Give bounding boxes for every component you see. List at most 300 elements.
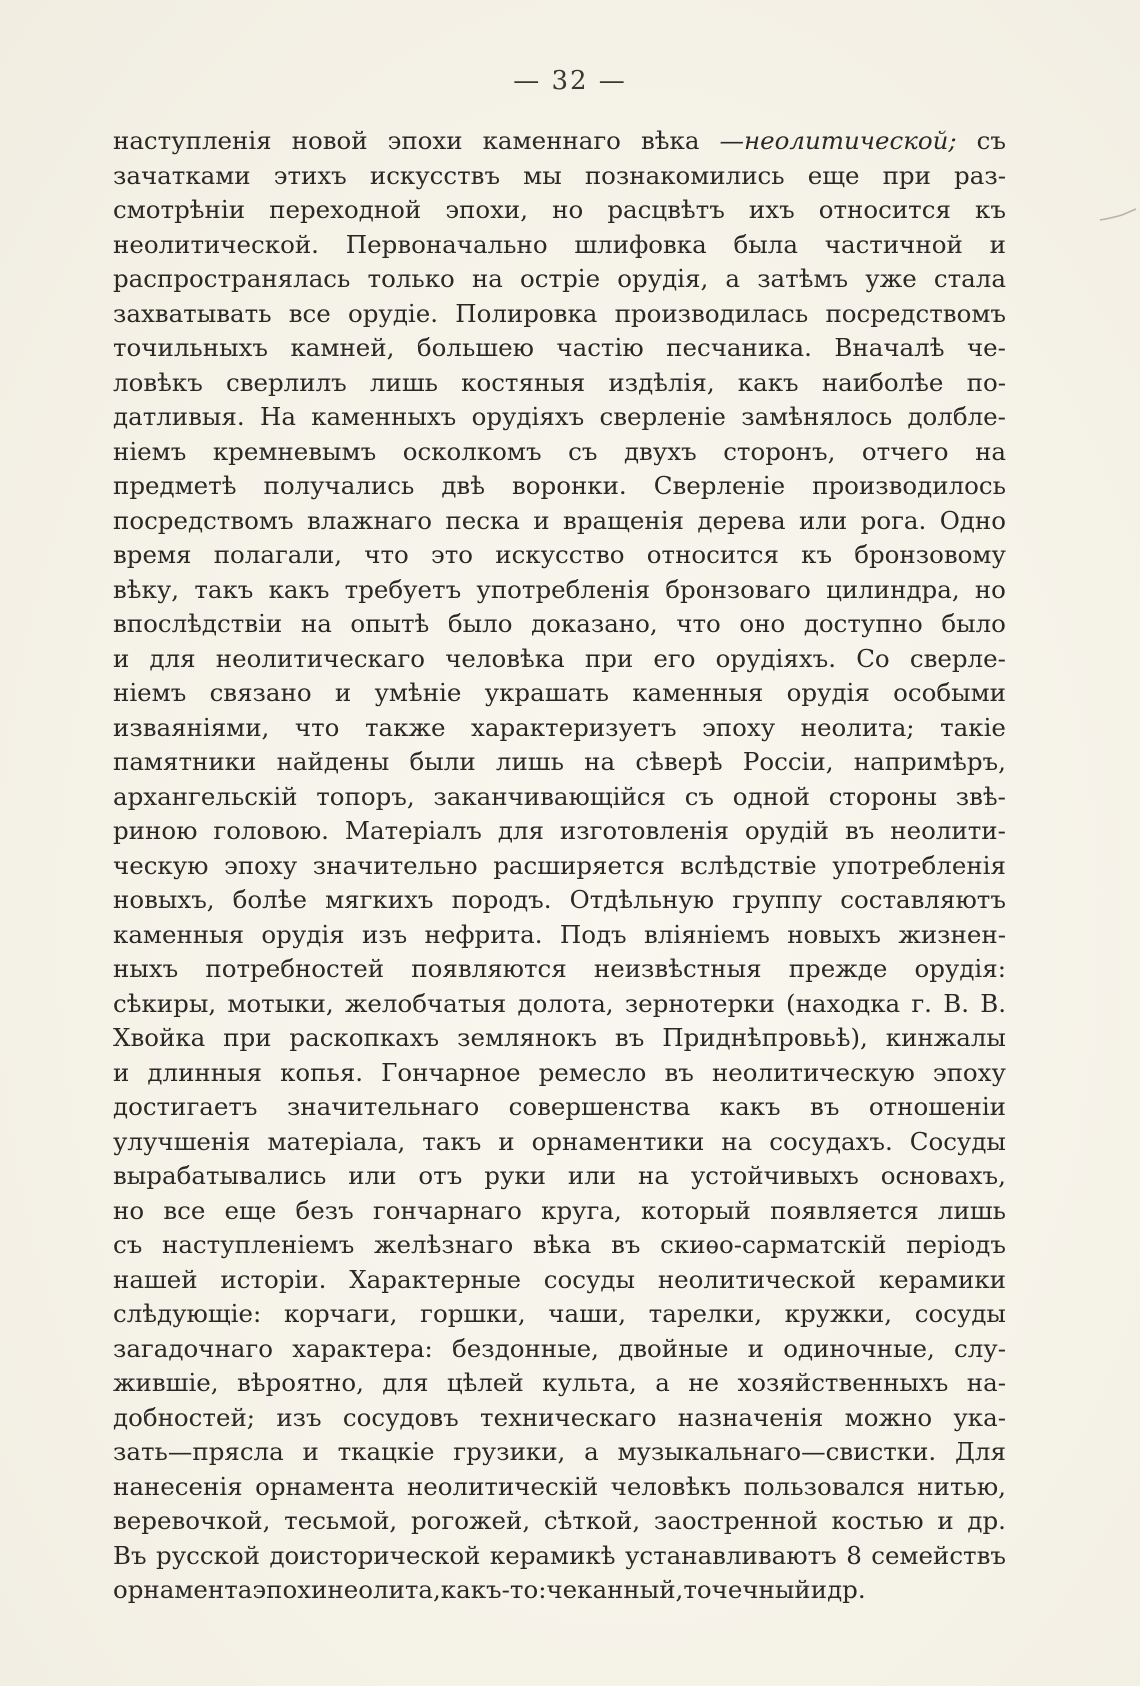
word: все — [288, 298, 331, 328]
word: замѣнялось — [741, 402, 893, 431]
word: съ — [684, 781, 715, 811]
word: сверле- — [909, 643, 1006, 673]
word: сосуды — [543, 1264, 635, 1294]
word: орудіяхъ. — [715, 643, 837, 673]
word: загадочнаго — [113, 1333, 273, 1363]
word: Одно — [939, 505, 1006, 535]
word: расширяется — [493, 850, 665, 880]
text-line — [113, 331, 1006, 366]
word: нефрита. — [424, 919, 543, 949]
word: жившіе, — [113, 1368, 219, 1397]
word: было — [941, 609, 1006, 638]
word: рогожей, — [410, 1506, 531, 1535]
word: который — [641, 1195, 751, 1225]
text-line — [113, 469, 1006, 504]
word: на — [975, 436, 1006, 466]
word: заканчивающійся — [433, 781, 666, 811]
word: раскопкахъ — [289, 1023, 440, 1052]
word: наступленія — [113, 126, 272, 155]
word: получались — [263, 471, 415, 500]
word: относится — [646, 540, 779, 569]
word: копья. — [280, 1057, 364, 1087]
word: не — [688, 1368, 720, 1397]
word: г. — [911, 988, 932, 1018]
word: осколкомъ — [402, 436, 542, 466]
word: др. — [827, 1575, 866, 1604]
word: песка — [445, 505, 520, 535]
word: частію — [556, 333, 644, 362]
word: и — [989, 229, 1006, 259]
word: орудіе. — [347, 298, 439, 328]
word: лишь — [369, 367, 438, 397]
word: орудій — [744, 816, 829, 845]
text-line — [113, 1297, 1006, 1332]
word: орнамента — [113, 1575, 253, 1604]
word: техническаго — [480, 1402, 657, 1432]
word: долбле- — [907, 402, 1006, 431]
word: керамики — [878, 1264, 1006, 1294]
word: употребленія — [832, 850, 1006, 880]
text-line — [113, 538, 1006, 573]
word: изготовленія — [559, 816, 729, 845]
word: улучшенія — [113, 1126, 251, 1156]
word: вращенія — [563, 505, 685, 535]
text-line — [113, 1332, 1006, 1367]
text-line — [113, 918, 1006, 953]
word: заостренной — [653, 1506, 818, 1535]
word: доказано, — [531, 609, 658, 638]
word: и — [810, 1575, 828, 1604]
word: при — [584, 643, 634, 673]
word: бездонные, — [452, 1333, 599, 1363]
word: къ — [801, 540, 833, 569]
word: и — [498, 1126, 515, 1156]
word: но — [113, 1195, 145, 1225]
word: напримѣръ, — [853, 747, 1006, 776]
word: какъ — [737, 367, 799, 397]
word: предметѣ — [113, 471, 237, 500]
word: датливыя. — [113, 402, 245, 431]
word: что — [294, 712, 340, 742]
word: Сосуды — [909, 1126, 1006, 1156]
word: точечный — [683, 1575, 811, 1604]
page-number: — 32 — — [513, 66, 627, 96]
word: Приднѣпровьѣ), — [662, 1023, 868, 1052]
text-line — [113, 1470, 1006, 1505]
word: но — [552, 195, 584, 224]
word: познакомились — [584, 160, 785, 190]
word: вѣроятно, — [236, 1368, 364, 1397]
word: а — [655, 1368, 670, 1397]
word: сѣкиры, — [113, 988, 217, 1018]
word: по- — [966, 367, 1006, 397]
word: или — [567, 1161, 617, 1190]
word: стала — [933, 264, 1006, 293]
text-line — [113, 1159, 1006, 1194]
word: сторонъ, — [723, 436, 836, 466]
word: орнаментики — [531, 1126, 705, 1156]
word: какъ — [268, 574, 330, 604]
margin-pencil-mark — [1098, 208, 1138, 228]
word: устойчивыхъ — [690, 1161, 859, 1190]
word: группу — [732, 885, 823, 914]
word: тарелки, — [648, 1299, 762, 1328]
word: дерева — [697, 505, 786, 535]
word: значительнаго — [286, 1092, 480, 1121]
word: орудіяхъ — [471, 402, 585, 431]
word: семействъ — [871, 1540, 1006, 1570]
word: новой — [291, 126, 368, 155]
word: гончарнаго — [372, 1195, 522, 1225]
word: основахъ, — [880, 1161, 1006, 1190]
word: производилось — [812, 471, 1006, 500]
word: 8 — [846, 1540, 862, 1570]
word: мягкихъ — [325, 885, 434, 914]
word: неолитическаго — [215, 643, 426, 673]
word: Хвойка — [113, 1023, 206, 1052]
word: было — [447, 609, 513, 638]
word: болѣе — [232, 885, 307, 914]
word: орудія — [261, 919, 345, 949]
text-line — [113, 607, 1006, 642]
word: человѣка — [445, 643, 565, 673]
word: воронки. — [511, 471, 627, 500]
word: вѣка — [532, 1230, 592, 1259]
word: сосуды — [914, 1299, 1006, 1328]
word: Россіи, — [742, 747, 834, 776]
text-line — [113, 780, 1006, 815]
word: ческую — [113, 850, 209, 880]
word: съ — [976, 126, 1006, 155]
text-line — [113, 1021, 1006, 1056]
word: ніемъ — [113, 436, 187, 466]
word: къ — [975, 195, 1006, 224]
word: неолитическій — [406, 1471, 599, 1501]
word: архангельскій — [113, 781, 298, 811]
word: потребностей — [205, 954, 385, 983]
word: грузики, — [453, 1437, 566, 1466]
word: каменныя — [632, 678, 764, 707]
word: частичной — [824, 229, 963, 259]
word: достигаетъ — [113, 1092, 258, 1121]
word: тесьмой, — [284, 1506, 398, 1535]
word: Гончарное — [381, 1057, 521, 1087]
word: для — [497, 816, 544, 845]
word: и — [334, 678, 352, 707]
text-line — [113, 711, 1006, 746]
word: эпоху — [224, 850, 298, 880]
word: найдены — [276, 747, 390, 776]
word: Первоначально — [345, 229, 548, 259]
word: составляютъ — [840, 885, 1006, 914]
word: зать—прясла — [113, 1437, 284, 1466]
text-line — [113, 1090, 1006, 1125]
word: такіе — [940, 712, 1006, 742]
text-line — [113, 262, 1006, 297]
text-line — [113, 1435, 1006, 1470]
word: каменнаго — [482, 126, 621, 155]
word: сѣткой, — [543, 1506, 641, 1535]
word: зачатками — [113, 160, 251, 190]
word: хозяйственныхъ — [737, 1368, 949, 1397]
word: затѣмъ — [757, 264, 849, 293]
word: Въ — [113, 1540, 147, 1570]
word: особыми — [893, 678, 1006, 707]
word: характера: — [292, 1333, 433, 1363]
word: орудія, — [617, 264, 709, 293]
word: впослѣдствіи — [113, 609, 283, 638]
word: цѣлей — [446, 1368, 524, 1397]
word: исторіи. — [220, 1264, 327, 1294]
text-line — [113, 883, 1006, 918]
word: др. — [967, 1506, 1006, 1535]
word: головою. — [213, 816, 329, 845]
word: появляются — [411, 954, 567, 983]
word: на — [471, 264, 503, 293]
word: риною — [113, 816, 198, 845]
word: на — [638, 1161, 669, 1190]
word: вліяніемъ — [643, 919, 770, 949]
word: Подъ — [559, 919, 627, 949]
word: Матеріалъ — [344, 816, 482, 845]
word: мотыки, — [227, 988, 334, 1018]
word: русской — [156, 1540, 260, 1570]
word: періодъ — [906, 1230, 1006, 1259]
word: Полировка — [455, 298, 598, 328]
word: кремневымъ — [212, 436, 377, 466]
word: культа, — [542, 1368, 637, 1397]
word: что — [364, 540, 409, 569]
word: какъ — [719, 1092, 781, 1121]
text-line — [113, 193, 1006, 228]
text-line — [113, 228, 1006, 263]
word: неолита, — [327, 1575, 441, 1604]
word: Характерные — [349, 1264, 521, 1294]
text-line — [113, 1125, 1006, 1160]
word: въ — [611, 1230, 641, 1259]
word: ловѣкъ — [113, 367, 203, 397]
word: круга, — [541, 1195, 622, 1225]
word: кинжалы — [885, 1023, 1006, 1052]
word: корчаги, — [283, 1299, 398, 1328]
word: посредствомъ — [113, 505, 294, 535]
word: каменныхъ — [311, 402, 457, 431]
text-line — [113, 745, 1006, 780]
word: неолитическую — [711, 1057, 915, 1087]
word: въ — [844, 816, 875, 845]
word: шлифовка — [574, 229, 707, 259]
word: неолити- — [890, 816, 1006, 845]
text-line — [113, 297, 1006, 332]
word: зернотерки — [624, 988, 775, 1018]
word: еще — [224, 1195, 277, 1225]
word: неолитической — [657, 1264, 857, 1294]
word: также — [364, 712, 446, 742]
word: на — [721, 1126, 753, 1156]
word: сверлилъ — [225, 367, 347, 397]
text-line — [113, 124, 1006, 159]
word: относится — [818, 195, 951, 224]
text-line — [113, 1401, 1006, 1436]
word: чеканный, — [546, 1575, 684, 1604]
word: и — [533, 505, 550, 535]
word: землянокъ — [457, 1023, 597, 1052]
word: рога. — [860, 505, 927, 535]
word: орудія — [786, 678, 870, 707]
word: эпохи — [252, 1575, 328, 1604]
word: ніемъ — [113, 678, 187, 707]
word: или — [799, 505, 848, 535]
word: еще — [807, 160, 860, 190]
word: эпоху — [932, 1057, 1006, 1087]
word: полагали, — [213, 540, 343, 569]
text-line — [113, 366, 1006, 401]
word: (находка — [786, 988, 901, 1018]
text-line — [113, 642, 1006, 677]
text-line — [113, 435, 1006, 470]
word: неолита; — [800, 712, 915, 742]
word: чаши, — [548, 1299, 626, 1328]
word: двухъ — [623, 436, 697, 466]
word: лишь — [937, 1195, 1006, 1225]
text-line — [113, 1504, 1006, 1539]
word: была — [733, 229, 798, 259]
text-line — [113, 1194, 1006, 1229]
word: можно — [844, 1402, 933, 1432]
word: это — [431, 540, 474, 569]
word: связано — [209, 678, 312, 707]
word: лишь — [495, 747, 564, 776]
word: На — [259, 402, 296, 431]
word: неолитической. — [113, 229, 319, 259]
word: и — [302, 1437, 319, 1466]
word: что — [676, 609, 721, 638]
word: изъ — [276, 1402, 322, 1432]
text-line — [113, 676, 1006, 711]
word: раз- — [954, 160, 1006, 190]
word: каменныя — [113, 919, 245, 949]
text-line — [113, 1573, 1006, 1608]
word: кружки, — [784, 1299, 893, 1328]
word: неизвѣстныя — [593, 954, 762, 983]
word: скиѳо-сарматскій — [660, 1230, 887, 1259]
word: посредствомъ — [825, 298, 1006, 328]
text-line — [113, 1366, 1006, 1401]
word: захватывать — [113, 298, 272, 328]
word: вырабатывались — [113, 1161, 327, 1190]
word: —неолитической; — [719, 126, 957, 155]
word: искусствъ — [369, 160, 501, 190]
word: для — [382, 1368, 429, 1397]
word: и — [747, 1333, 765, 1363]
word: матеріала, — [267, 1126, 406, 1156]
word: камней, — [290, 333, 395, 362]
word: эпохи, — [445, 195, 529, 224]
word: съ — [113, 1230, 143, 1259]
word: и — [113, 643, 130, 673]
word: ныхъ — [113, 954, 179, 983]
word: появляется — [770, 1195, 919, 1225]
word: этихъ — [273, 160, 347, 190]
word: бронзовому — [854, 540, 1006, 569]
word: человѣкъ — [610, 1471, 732, 1501]
word: употребленія — [476, 574, 651, 604]
word: желѣзнаго — [373, 1230, 514, 1259]
word: уже — [865, 264, 917, 293]
word: смотрѣніи — [113, 195, 246, 224]
word: оно — [739, 609, 786, 638]
word: сѣверѣ — [635, 747, 723, 776]
word: горшки, — [420, 1299, 526, 1328]
word: песчаника. — [666, 333, 812, 362]
word: безъ — [295, 1195, 354, 1225]
word: сосудовъ — [342, 1402, 459, 1432]
word: Вначалѣ — [834, 333, 945, 362]
word: прежде — [788, 954, 888, 983]
word: ука- — [953, 1402, 1006, 1432]
word: и — [113, 1057, 130, 1087]
word: устанавливаютъ — [624, 1540, 837, 1570]
word: нитью, — [917, 1471, 1006, 1501]
word: совершенства — [508, 1092, 691, 1121]
word: но — [974, 574, 1006, 604]
word: ремесло — [538, 1057, 647, 1087]
word: пользовался — [743, 1471, 905, 1501]
word: эпоху — [702, 712, 776, 742]
word: наступленіемъ — [161, 1230, 355, 1259]
word: че- — [966, 333, 1006, 362]
word: бронзоваго — [665, 574, 811, 604]
word: а — [584, 1437, 599, 1466]
word: его — [653, 643, 696, 673]
word: Сверленіе — [653, 471, 786, 500]
text-line — [113, 1056, 1006, 1091]
word: длинныя — [147, 1057, 263, 1087]
word: точильныхъ — [113, 333, 268, 362]
text-line — [113, 504, 1006, 539]
word: только — [367, 264, 455, 293]
word: слѣдующіе: — [113, 1299, 262, 1328]
text-line — [113, 1263, 1006, 1298]
word: умѣніе — [374, 678, 462, 707]
word: вслѣдствіе — [680, 850, 817, 880]
word: костяныя — [461, 367, 586, 397]
word: влажнаго — [306, 505, 432, 535]
word: веревочкой, — [113, 1506, 271, 1535]
word: при — [223, 1023, 272, 1052]
word: Отдѣльную — [569, 885, 715, 914]
word: распространялась — [113, 264, 351, 293]
text-line — [113, 573, 1006, 608]
word: сверленіе — [599, 402, 726, 431]
word: такъ — [194, 574, 254, 604]
word: орудія: — [914, 954, 1006, 983]
word: въ — [614, 1023, 645, 1052]
word: сосудахъ. — [769, 1126, 893, 1156]
word: нашей — [113, 1264, 198, 1294]
text-line — [113, 849, 1006, 884]
word: въ — [664, 1057, 694, 1087]
word: мы — [523, 160, 562, 190]
text-line — [113, 1228, 1006, 1263]
text-line — [113, 987, 1006, 1022]
text-line — [113, 952, 1006, 987]
word: для — [149, 643, 196, 673]
word: характеризуетъ — [471, 712, 677, 742]
word: время — [113, 540, 192, 569]
word: орнамента — [255, 1471, 395, 1501]
word: ткацкіе — [337, 1437, 435, 1466]
